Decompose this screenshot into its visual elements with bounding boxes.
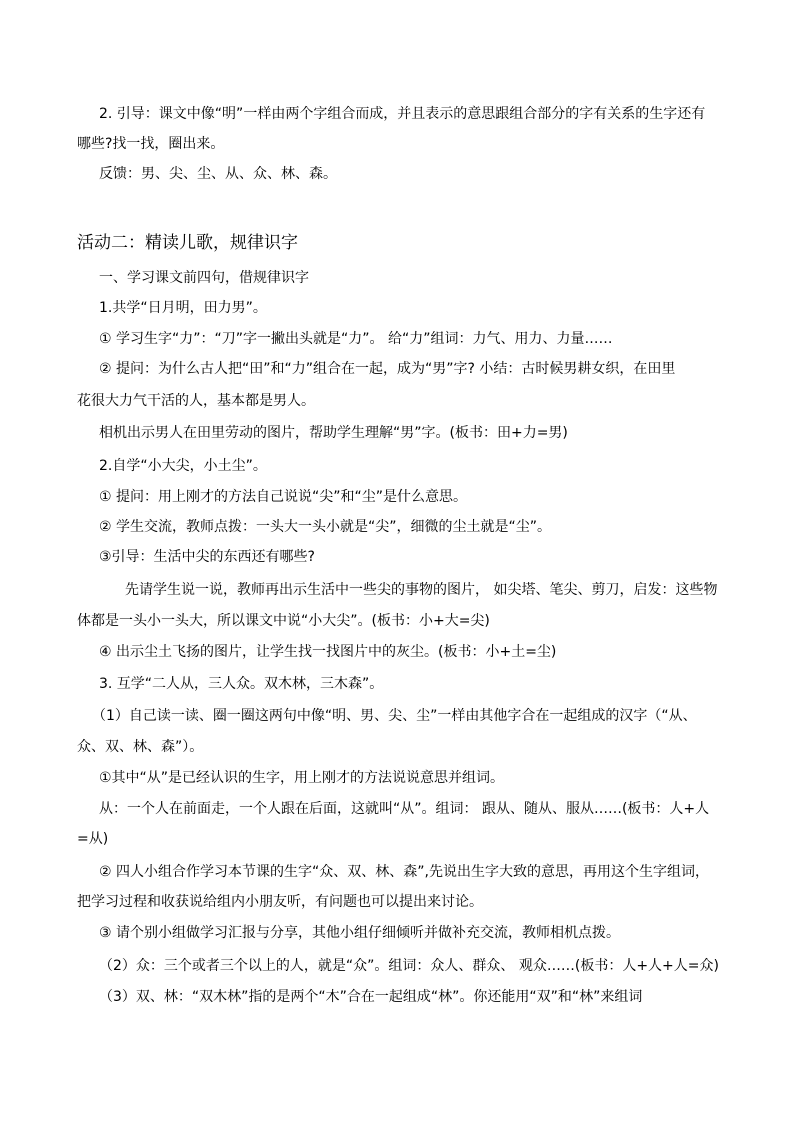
co-learn-item-2-line-1: ② 提问：为什么古人把“田”和“力”组合在一起，成为“男”字? 小结：古时候男耕女织，在田里 bbox=[99, 361, 676, 377]
mutual-step-1-line-1: （1）自己读一读、圈一圈这两句中像“明、男、尖、尘”一样由其他字合在一起组成的汉字（“从、 bbox=[92, 708, 697, 724]
self-learn-item-1: ① 提问：用上刚才的方法自己说说“尖”和“尘”是什么意思。 bbox=[99, 489, 468, 505]
self-learn-item-4-line-1: 先请学生说一说，教师再出示生活中一些尖的事物的图片， 如尖塔、笔尖、剪刀，启发：这些物 bbox=[125, 582, 718, 598]
self-learn-title: 2.自学“小大尖，小土尘”。 bbox=[99, 458, 267, 474]
co-learn-item-3: 相机出示男人在田里劳动的图片，帮助学生理解“男”字。(板书：田+力=男) bbox=[99, 425, 568, 441]
mutual-item-c-line-2: 把学习过程和收获说给组内小朋友听，有问题也可以提出来讨论。 bbox=[77, 894, 483, 910]
mutual-learn-title: 3. 互学“二人从，三人众。双木林，三木森”。 bbox=[99, 676, 384, 692]
self-learn-item-2: ② 学生交流，教师点拨：一头大一头小就是“尖”，细微的尘土就是“尘”。 bbox=[99, 519, 552, 535]
co-learn-item-1: ① 学习生字“力”：“刀”字一撇出头就是“力”。 给“力”组词：力气、用力、力量…… bbox=[99, 331, 613, 347]
mutual-step-3: （3）双、林：“双木林”指的是两个“木”合在一起组成“林”。你还能用“双”和“林”来组词 bbox=[99, 989, 643, 1005]
co-learn-title: 1.共学“日月明，田力男”。 bbox=[99, 300, 267, 316]
section-one-title: 一、学习课文前四句，借规律识字 bbox=[99, 270, 309, 286]
paragraph-guide-line-1: 2. 引导：课文中像“明”一样由两个字组合而成，并且表示的意思跟组合部分的字有关系的生字还有 bbox=[99, 106, 706, 122]
self-learn-item-5: ④ 出示尘土飞扬的图片，让学生找一找图片中的灰尘。(板书：小+土=尘) bbox=[99, 644, 557, 660]
mutual-item-c-line-1: ② 四人小组合作学习本节课的生字“众、双、林、森”,先说出生字大致的意思，再用这个生字组词， bbox=[99, 864, 709, 880]
paragraph-feedback: 反馈：男、尖、尘、从、众、林、森。 bbox=[99, 166, 337, 182]
self-learn-item-4-line-2: 体都是一头小一头大，所以课文中说“小大尖”。(板书：小+大=尖) bbox=[77, 613, 490, 629]
paragraph-guide-line-2: 哪些?找一找，圈出来。 bbox=[77, 136, 225, 152]
mutual-item-b-line-2: =从) bbox=[77, 831, 109, 847]
mutual-step-1-line-2: 众、双、林、森”）。 bbox=[77, 739, 204, 755]
mutual-item-b-line-1: 从：一个人在前面走，一个人跟在后面，这就叫“从”。组词： 跟从、随从、服从……(板书：人+人 bbox=[99, 801, 710, 817]
co-learn-item-2-line-2: 花很大力气干活的人，基本都是男人。 bbox=[77, 393, 315, 409]
mutual-item-d: ③ 请个别小组做学习汇报与分享，其他小组仔细倾听并做补充交流，教师相机点拨。 bbox=[99, 925, 620, 941]
mutual-item-a: ①其中“从”是已经认识的生字，用上刚才的方法说说意思并组词。 bbox=[99, 770, 505, 786]
self-learn-item-3: ③引导：生活中尖的东西还有哪些? bbox=[99, 549, 315, 565]
mutual-step-2: （2）众：三个或者三个以上的人，就是“众”。组词：众人、群众、 观众……(板书：人+人+人=众) bbox=[99, 958, 719, 974]
activity-two-heading: 活动二：精读儿歌，规律识字 bbox=[77, 233, 298, 253]
